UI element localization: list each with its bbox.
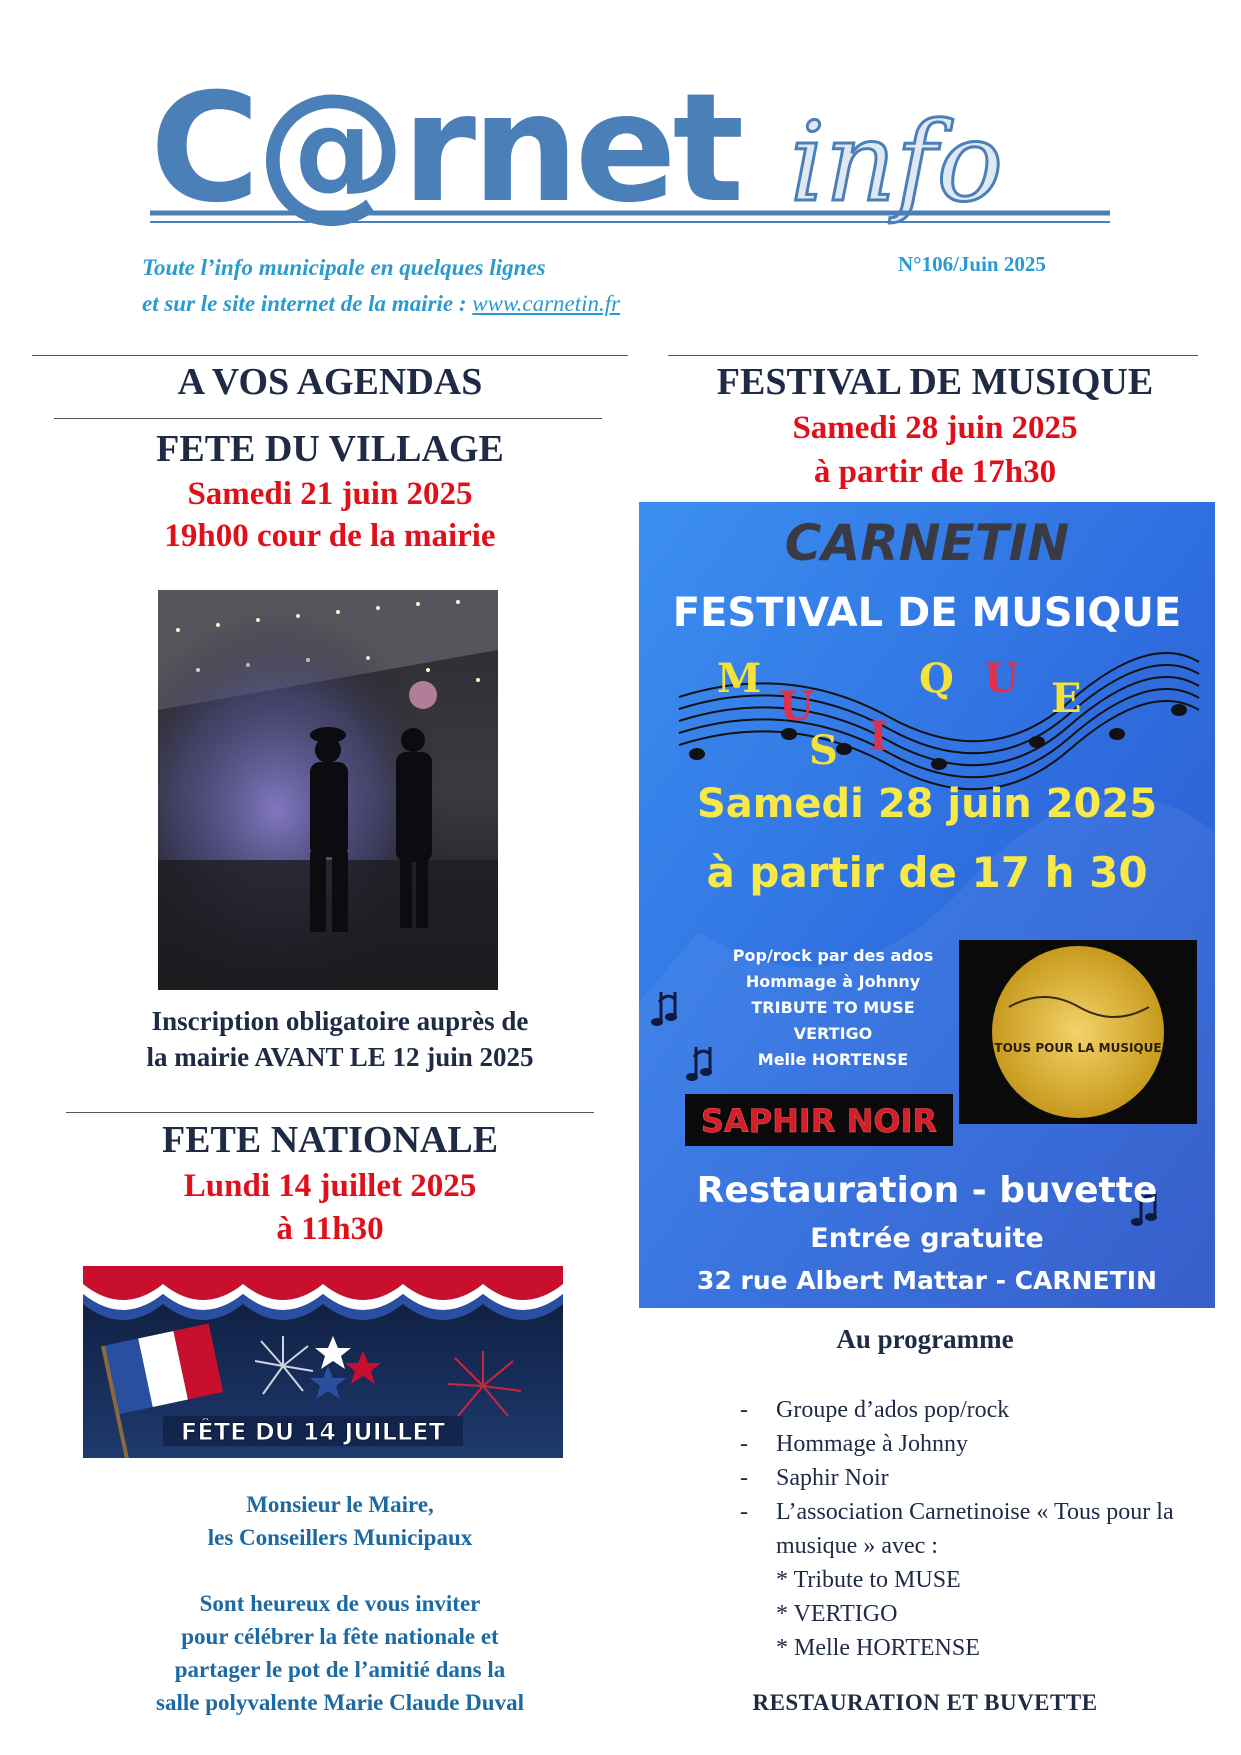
invitation-spacer xyxy=(60,1554,620,1587)
divider xyxy=(66,1112,594,1113)
invitation-line: pour célébrer la fête nationale et xyxy=(181,1624,499,1649)
association-logo: TOUS POUR LA MUSIQUE xyxy=(994,1041,1162,1055)
fete-nationale-title: FETE NATIONALE xyxy=(161,1119,499,1161)
sub-item: * Tribute to MUSE xyxy=(776,1567,961,1593)
list-item-text: Saphir Noir xyxy=(776,1465,889,1491)
tagline-prefix: et sur le site internet de la mairie : xyxy=(142,291,473,316)
lineup-item: Hommage à Johnny xyxy=(745,972,921,991)
music-letter: I xyxy=(869,713,888,760)
dash-bullet-icon: - xyxy=(740,1499,748,1525)
music-letter: S xyxy=(809,727,838,774)
note-line-2: la mairie AVANT LE 12 juin 2025 xyxy=(146,1042,534,1072)
agenda-title: A VOS AGENDAS xyxy=(177,361,483,403)
list-item xyxy=(740,1427,1200,1461)
lineup-item: TRIBUTE TO MUSE xyxy=(751,998,915,1017)
fete-14-juillet-banner xyxy=(83,1266,563,1458)
sub-item: * VERTIGO xyxy=(776,1601,898,1627)
festival-title: FESTIVAL DE MUSIQUE xyxy=(716,361,1154,403)
dash-bullet-icon: - xyxy=(740,1431,748,1457)
list-item-text: Hommage à Johnny xyxy=(776,1431,968,1457)
music-letter: U xyxy=(779,683,814,730)
fete-nationale-date: Lundi 14 juillet 2025 xyxy=(183,1168,477,1204)
note-line-1: Inscription obligatoire auprès de xyxy=(151,1006,529,1036)
fete-village-date: Samedi 21 juin 2025 xyxy=(187,476,473,512)
carnetinfo-logo xyxy=(150,60,1110,240)
divider xyxy=(32,355,628,356)
poster-headline: FESTIVAL DE MUSIQUE xyxy=(672,590,1182,636)
list-item xyxy=(740,1393,1200,1427)
invitation-line: Sont heureux de vous inviter xyxy=(199,1591,481,1616)
tagline-line-2 xyxy=(142,286,842,322)
banner-text: FÊTE DU 14 JUILLET xyxy=(180,1418,446,1446)
poster-date: Samedi 28 juin 2025 xyxy=(696,781,1158,827)
poster-catering: Restauration - buvette xyxy=(696,1170,1158,1211)
poster-town: CARNETIN xyxy=(784,514,1070,572)
lineup-item: Melle HORTENSE xyxy=(757,1050,909,1069)
logo-sub-text: info xyxy=(790,98,1003,226)
fete-village-time: 19h00 cour de la mairie xyxy=(164,518,496,554)
sub-item: * Melle HORTENSE xyxy=(776,1635,980,1661)
music-letter: E xyxy=(1051,675,1082,722)
poster-address: 32 rue Albert Mattar - CARNETIN xyxy=(697,1266,1157,1295)
program-list xyxy=(740,1393,1200,1665)
list-item xyxy=(740,1495,1200,1563)
program-title: Au programme xyxy=(836,1324,1014,1354)
list-item xyxy=(740,1461,1200,1495)
list-item-text: L’association Carnetinoise « Tous pour la musique » avec : xyxy=(776,1499,1174,1559)
fete-nationale-invitation xyxy=(60,1488,620,1719)
saphir-noir-badge: SAPHIR NOIR xyxy=(700,1102,938,1140)
tagline-line-1: Toute l’info municipale en quelques lignes xyxy=(142,255,546,280)
poster-entry: Entrée gratuite xyxy=(810,1223,1044,1254)
issue-number: N°106/Juin 2025 xyxy=(898,252,1046,276)
dash-bullet-icon: - xyxy=(740,1465,748,1491)
festival-poster xyxy=(639,502,1215,1308)
fete-village-note xyxy=(60,1003,620,1075)
music-letter: U xyxy=(984,655,1019,702)
logo-main-text: C@rnet xyxy=(150,62,741,236)
invitation-line: salle polyvalente Marie Claude Duval xyxy=(156,1690,524,1715)
list-item-text: Groupe d’ados pop/rock xyxy=(776,1397,1010,1423)
lineup-item: VERTIGO xyxy=(793,1024,873,1043)
music-letter: M xyxy=(717,655,762,702)
divider xyxy=(668,355,1198,356)
music-letter: Q xyxy=(919,655,954,702)
invitation-line: les Conseillers Municipaux xyxy=(207,1525,473,1550)
invitation-line: Monsieur le Maire, xyxy=(246,1492,434,1517)
fete-village-title: FETE DU VILLAGE xyxy=(156,428,504,470)
festival-date: Samedi 28 juin 2025 xyxy=(792,410,1078,446)
website-link[interactable]: www.carnetin.fr xyxy=(472,291,621,316)
poster-time: à partir de 17 h 30 xyxy=(706,848,1148,897)
invitation-line: partager le pot de l’amitié dans la xyxy=(174,1657,506,1682)
fete-nationale-time: à 11h30 xyxy=(276,1211,384,1247)
program-footer: RESTAURATION ET BUVETTE xyxy=(752,1690,1098,1715)
fete-village-photo xyxy=(158,590,498,990)
lineup-item: Pop/rock par des ados xyxy=(732,946,934,965)
festival-time: à partir de 17h30 xyxy=(813,454,1057,490)
divider xyxy=(54,418,602,419)
dash-bullet-icon: - xyxy=(740,1397,748,1423)
tagline xyxy=(142,250,842,322)
